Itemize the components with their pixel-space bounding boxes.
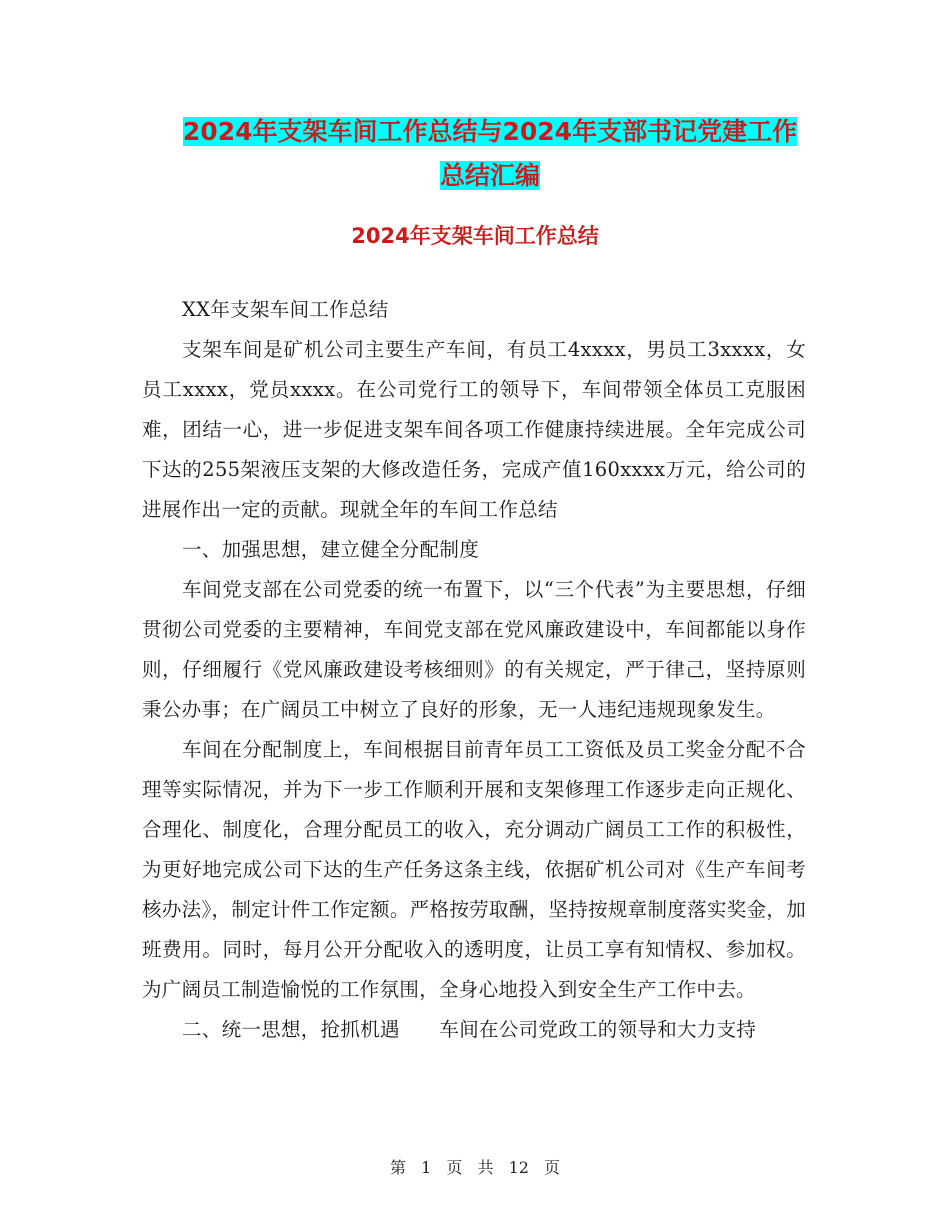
paragraph-intro: 支架车间是矿机公司主要生产车间，有员工4xxxx，男员工3xxxx，女员工xxxx，党员xxxx。在公司党行工的领导下，车间带领全体员工克服困难，团结一心，进一步促进支架车间各项工作健康持续进展。全年完成公司下达的255架液压支架的大修改造任务，完成产值160xxxx万元，给公司的进展作出一定的贡献。现就全年的车间工作总结 [142,338,806,521]
main-title-line1: 2024年支架车间工作总结与2024年支部书记党建工作 [182,117,798,146]
footer-page-number: 1 [421,1158,432,1177]
paragraph-distribution: 车间在分配制度上，车间根据目前青年员工工资低及员工奖金分配不合理等实际情况，并为下一步工作顺利开展和支架修理工作逐步走向正规化、合理化、制度化，合理分配员工的收入，充分调动广阔员工工作的积极性，为更好地完成公司下达的生产任务这条主线，依据矿机公司对《生产车间考核办法》，制定计件工作定额。严格按劳取酬，坚持按规章制度落实奖金，加班费用。同时，每月公开分配收入的透明度，让员工享有知情权、参加权。为广阔员工制造愉悦的工作氛围，全身心地投入到安全生产工作中去。 [142,738,806,1001]
footer-di: 第 [389,1158,406,1177]
footer-ye: 页 [446,1158,463,1177]
paragraph-party-branch: 车间党支部在公司党委的统一布置下，以“三个代表”为主要思想，仔细贯彻公司党委的主要精神，车间党支部在党风廉政建设中，车间都能以身作则，仔细履行《党风廉政建设考核细则》的有关规定，严于律己，坚持原则秉公办事；在广阔员工中树立了良好的形象，无一人违纪违规现象发生。 [142,578,806,721]
footer-ye2: 页 [544,1158,561,1177]
page-footer [0,1155,950,1178]
document-main-title [150,110,830,198]
main-title-line2: 总结汇编 [439,161,540,190]
document-body [142,290,806,1050]
paragraph-subtitle: XX年支架车间工作总结 [182,298,389,321]
section-title: 2024年支架车间工作总结 [351,224,599,248]
paragraph-heading-1: 一、加强思想，建立健全分配制度 [182,538,480,561]
paragraph-heading-2: 二、统一思想，抢抓机遇 车间在公司党政工的领导和大力支持 [182,1018,757,1041]
footer-gong: 共 [477,1158,494,1177]
footer-total-pages: 12 [508,1158,529,1177]
